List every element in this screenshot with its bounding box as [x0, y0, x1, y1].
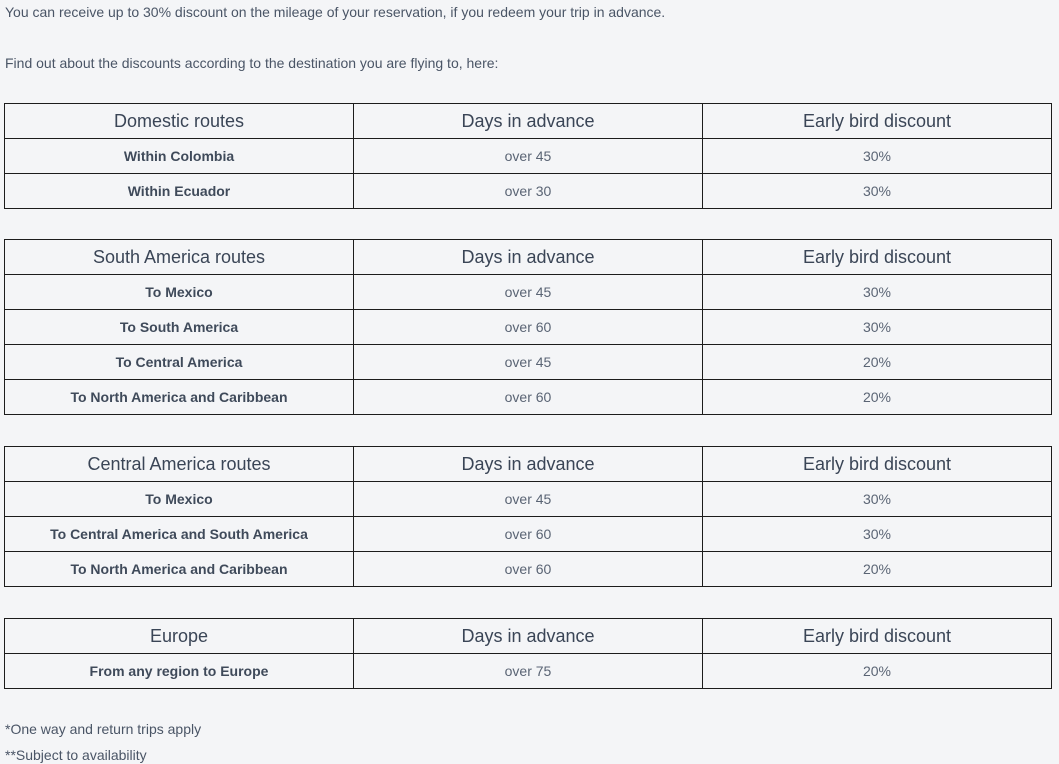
- route-cell: To Central America and South America: [5, 517, 354, 552]
- column-header-routes: Europe: [5, 619, 354, 654]
- column-header-discount: Early bird discount: [703, 240, 1052, 275]
- column-header-discount: Early bird discount: [703, 104, 1052, 139]
- route-cell: To Mexico: [5, 482, 354, 517]
- discount-cell: 20%: [703, 345, 1052, 380]
- column-header-routes: South America routes: [5, 240, 354, 275]
- table-row: [5, 654, 1052, 689]
- discount-cell: 30%: [703, 482, 1052, 517]
- column-header-days: Days in advance: [354, 240, 703, 275]
- route-cell: To Central America: [5, 345, 354, 380]
- discount-cell: 30%: [703, 275, 1052, 310]
- route-cell: Within Colombia: [5, 139, 354, 174]
- route-cell: To North America and Caribbean: [5, 552, 354, 587]
- discount-cell: 20%: [703, 552, 1052, 587]
- route-cell: To South America: [5, 310, 354, 345]
- intro-text: You can receive up to 30% discount on the mileage of your reservation, if you redeem your trip in advance.: [5, 4, 666, 20]
- column-header-days: Days in advance: [354, 619, 703, 654]
- column-header-discount: Early bird discount: [703, 619, 1052, 654]
- column-header-routes: Central America routes: [5, 447, 354, 482]
- discount-cell: 20%: [703, 380, 1052, 415]
- days-cell: over 60: [354, 517, 703, 552]
- table-row: [5, 174, 1052, 209]
- discount-cell: 20%: [703, 654, 1052, 689]
- table-row: [5, 310, 1052, 345]
- table-row: [5, 345, 1052, 380]
- route-cell: To Mexico: [5, 275, 354, 310]
- footnote-availability: **Subject to availability: [5, 747, 147, 763]
- days-cell: over 60: [354, 380, 703, 415]
- europe-routes-table: [4, 618, 1052, 689]
- discount-cell: 30%: [703, 310, 1052, 345]
- table-row: [5, 482, 1052, 517]
- table-header-row: [5, 447, 1052, 482]
- column-header-days: Days in advance: [354, 104, 703, 139]
- south-america-routes-table: [4, 239, 1052, 415]
- central-america-routes-table: [4, 446, 1052, 587]
- table-header-row: [5, 240, 1052, 275]
- discount-cell: 30%: [703, 174, 1052, 209]
- table-row: [5, 517, 1052, 552]
- discount-cell: 30%: [703, 139, 1052, 174]
- column-header-discount: Early bird discount: [703, 447, 1052, 482]
- table-row: [5, 139, 1052, 174]
- route-cell: To North America and Caribbean: [5, 380, 354, 415]
- route-cell: Within Ecuador: [5, 174, 354, 209]
- table-row: [5, 380, 1052, 415]
- table-header-row: [5, 104, 1052, 139]
- route-cell: From any region to Europe: [5, 654, 354, 689]
- days-cell: over 45: [354, 275, 703, 310]
- days-cell: over 45: [354, 139, 703, 174]
- column-header-routes: Domestic routes: [5, 104, 354, 139]
- days-cell: over 60: [354, 310, 703, 345]
- days-cell: over 45: [354, 345, 703, 380]
- days-cell: over 45: [354, 482, 703, 517]
- column-header-days: Days in advance: [354, 447, 703, 482]
- domestic-routes-table: [4, 103, 1052, 209]
- days-cell: over 75: [354, 654, 703, 689]
- discount-cell: 30%: [703, 517, 1052, 552]
- footnote-trips: *One way and return trips apply: [5, 721, 202, 737]
- table-row: [5, 275, 1052, 310]
- table-row: [5, 552, 1052, 587]
- intro-subtext: Find out about the discounts according to the destination you are flying to, here:: [5, 55, 499, 71]
- table-header-row: [5, 619, 1052, 654]
- days-cell: over 60: [354, 552, 703, 587]
- days-cell: over 30: [354, 174, 703, 209]
